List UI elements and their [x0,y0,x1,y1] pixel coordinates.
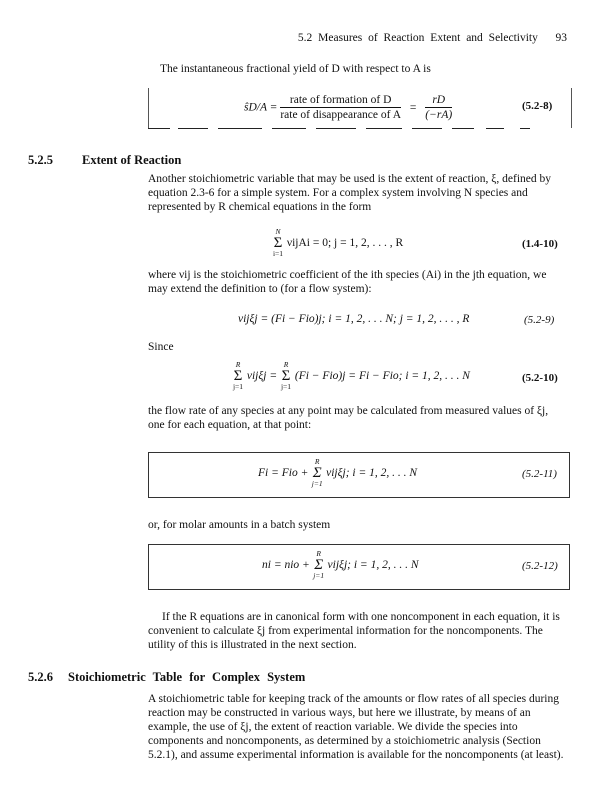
equation-5-2-11 [258,458,417,488]
section-5-2-5-para1: Another stoichiometric variable that may be used is the extent of reaction, ξ, defined by equation 2.3-6 for a simple system. For a complex system involving N species and represented by R chemical equations in the form [148,173,552,213]
eq-5-2-8-equals: = [409,101,417,114]
eq-5-2-8-lhs: ŝD/A = [244,101,278,114]
eq-5-2-8-numerator: rate of formation of D [280,94,401,108]
summation-symbol: R Σ j=1 [232,360,244,391]
sum-upper-limit: R [316,549,321,558]
sum-upper-limit: N [275,227,281,236]
eq-1-4-10-label: (1.4-10) [522,238,558,250]
intro-text: The instantaneous fractional yield of D with respect to A is [160,63,431,75]
section-5-2-5-para3: the flow rate of any species at any point may be calculated from measured values of ξj, one for each equation, at that point: [148,405,549,431]
section-5-2-6-para1: A stoichiometric table for keeping track of the amounts or flow rates of all species during reaction may be constructed in various ways, but here we illustrate, by means of an example, the use of ξj, the extent of reaction variable. We divide the species into components and noncomponents, as determined by a stoichiometric analysis (Section 5.2.1), and assume experimental information is available for the noncomponents (at least). [148,693,564,761]
summation-symbol: R Σ j=1 [313,549,325,580]
summation-symbol: R Σ j=1 [280,360,292,391]
eq-5-2-8-fraction [280,94,401,121]
sum-lower-limit: j=1 [232,382,244,391]
sum-upper-limit: R [283,360,289,369]
section-number-5-2-6: 5.2.6 [28,670,53,684]
since-text: Since [148,341,174,353]
section-title-stoichiometric-table: Stoichiometric Table for Complex System [68,670,306,684]
equation-1-4-10 [272,228,403,258]
equation-5-2-9: νijξj = (Fi − Fio)j; i = 1, 2, . . . N; j = 1, 2, . . . , R [238,313,470,325]
eq-5-2-11-lhs: Fi = Fio + [258,467,309,479]
eq-5-2-10-label: (5.2-10) [522,372,558,384]
eq-5-2-8-label: (5.2-8) [522,100,553,112]
eq-5-2-10-part-a: νijξj = [246,370,278,382]
sum-lower-limit: j=1 [311,479,323,488]
eq-5-2-11-label: (5.2-11) [522,468,557,480]
eq-5-2-8-denominator: rate of disappearance of A [280,109,402,121]
eq-5-2-8-rd: rD [425,94,452,108]
sum-upper-limit: R [235,360,241,369]
summation-symbol: R Σ j=1 [311,457,323,488]
page-number: 93 [555,32,567,44]
eq-5-2-12-label: (5.2-12) [522,560,558,572]
eq-5-2-8-rate-fraction [425,94,452,121]
running-title: 5.2 Measures of Reaction Extent and Selectivity [297,32,538,44]
equation-5-2-10 [232,361,470,391]
section-5-2-5-para5: If the R equations are in canonical form with one noncomponent in each equation, it is convenient to calculate ξj from experimental information for the noncomponents. The utility of this is illustrated in the next section. [148,611,560,651]
eq-5-2-12-rhs: νijξj; i = 1, 2, . . . N [327,559,419,571]
summation-symbol: N Σ i=1 [272,227,284,258]
eq-5-2-11-rhs: νijξj; i = 1, 2, . . . N [326,467,418,479]
equation-5-2-12 [262,550,419,580]
eq-5-2-12-lhs: ni = nio + [262,559,310,571]
eq-5-2-9-label: (5.2-9) [524,314,555,326]
section-5-2-5-para4: or, for molar amounts in a batch system [148,519,331,531]
eq-1-4-10-body: νijAi = 0; j = 1, 2, . . . , R [286,237,404,249]
sum-lower-limit: j=1 [313,571,325,580]
section-title-extent: Extent of Reaction [82,153,182,167]
sum-lower-limit: i=1 [272,249,284,258]
sum-lower-limit: j=1 [280,382,292,391]
eq-5-2-8-ra: (−rA) [425,109,453,121]
section-5-2-5-para2: where νij is the stoichiometric coefficient of the ith species (Ai) in the jth equation, we may extend the definition to (for a flow system): [148,269,547,295]
sum-upper-limit: R [314,457,320,466]
eq-5-2-10-part-b: (Fi − Fio)j = Fi − Fio; i = 1, 2, . . . N [294,370,470,382]
equation-5-2-8 [244,94,452,121]
running-header [298,32,567,44]
section-number-5-2-5: 5.2.5 [28,153,53,167]
